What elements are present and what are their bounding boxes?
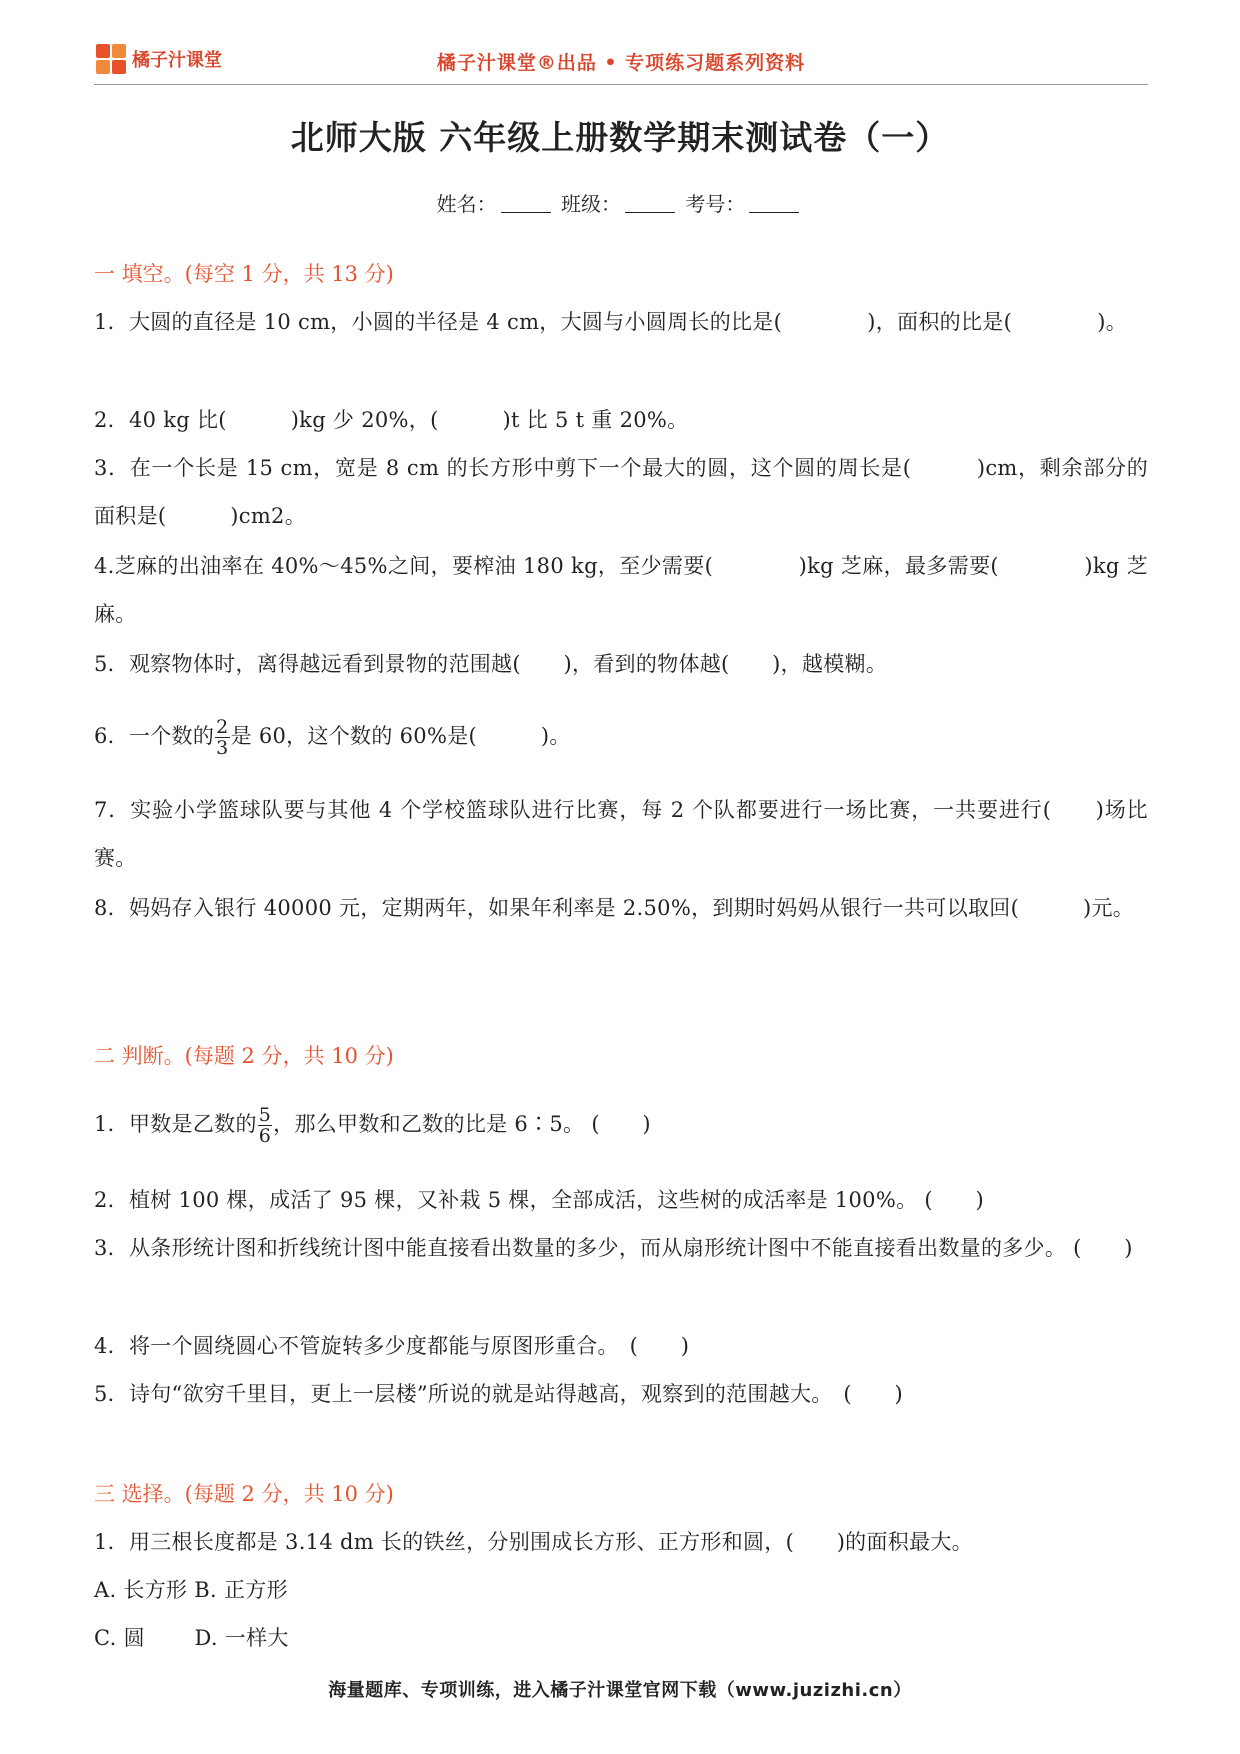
- name-blank: [501, 212, 551, 213]
- judge-question-5: 5．诗句“欲穷千里目，更上一层楼”所说的就是站得越高，观察到的范围越大。 ( ): [94, 1382, 904, 1406]
- fraction: $\frac{2}{3}$: [216, 716, 229, 759]
- id-blank: [749, 212, 799, 213]
- fraction: $\frac{5}{6}$: [258, 1104, 272, 1147]
- section-title: 二 判断。(每题 2 分，共 10 分): [94, 1044, 394, 1068]
- class-label: 班级：: [561, 192, 621, 216]
- fill-question-4: 4.芝麻的出油率在 40%～45%之间，要榨油 180 kg，至少需要( )kg 芝麻，最多需要( )kg 芝麻。: [94, 554, 1148, 626]
- judge-question-3: 3．从条形统计图和折线统计图中能直接看出数量的多少，而从扇形统计图中不能直接看出数量的多少。 ( ): [94, 1236, 1133, 1260]
- fill-question-3: 3．在一个长是 15 cm，宽是 8 cm 的长方形中剪下一个最大的圆，这个圆的周长是( )cm，剩余部分的面积是( )cm2。: [94, 456, 1148, 528]
- fill-question-5: 5．观察物体时，离得越远看到景物的范围越( )，看到的物体越( )，越模糊。: [94, 652, 888, 676]
- section-choice: [94, 1478, 1148, 1508]
- section-title: 三 选择。(每题 2 分，共 10 分): [94, 1482, 394, 1506]
- logo-text: 橘子汁课堂: [132, 50, 222, 71]
- fill-question-8: 8．妈妈存入银行 40000 元，定期两年，如果年利率是 2.50%，到期时妈妈从银行一共可以取回( )元。: [94, 896, 1135, 920]
- page-header: [94, 40, 1148, 85]
- fill-question-6: 6．一个数的 $\frac{2}{3}$ 是 60，这个数的 60%是( )。: [94, 716, 571, 759]
- section-fill-in: [94, 258, 1148, 288]
- page-title: 北师大版 六年级上册数学期末测试卷（一）: [290, 118, 950, 157]
- name-label: 姓名：: [436, 192, 497, 216]
- student-info: [0, 188, 1240, 217]
- judge-question-2: 2．植树 100 棵，成活了 95 棵，又补栽 5 棵，全部成活，这些树的成活率是 100%。 ( ): [94, 1188, 984, 1212]
- section-title: 一 填空。(每空 1 分，共 13 分): [94, 262, 394, 286]
- choice-options-ab: A. 长方形 B. 正方形: [94, 1578, 288, 1602]
- page-footer: 海量题库、专项训练，进入橘子汁课堂官网下载（www.juzizhi.cn）: [328, 1680, 912, 1701]
- judge-question-1: 1．甲数是乙数的 $\frac{5}{6}$ ，那么甲数和乙数的比是 6∶5。 ( ): [94, 1104, 651, 1147]
- header-tagline: 橘子汁课堂®出品 • 专项练习题系列资料: [436, 52, 806, 74]
- fill-question-7: 7．实验小学篮球队要与其他 4 个学校篮球队进行比赛，每 2 个队都要进行一场比赛，一共要进行( )场比赛。: [94, 798, 1148, 870]
- judge-question-4: 4．将一个圆绕圆心不管旋转多少度都能与原图形重合。 ( ): [94, 1334, 690, 1358]
- id-label: 考号：: [685, 192, 746, 216]
- choice-options-cd: C. 圆 D. 一样大: [94, 1626, 289, 1650]
- fill-question-2: 2．40 kg 比( )kg 少 20%，( )t 比 5 t 重 20%。: [94, 408, 689, 432]
- choice-question-1: 1．用三根长度都是 3.14 dm 长的铁丝，分别围成长方形、正方形和圆，( )的面积最大。 A. 长方形 B. 正方形 C. 圆 D. 一样大: [94, 1518, 1148, 1662]
- section-judge: [94, 1040, 1148, 1070]
- class-blank: [625, 212, 675, 213]
- fill-question-1: 1．大圆的直径是 10 cm，小圆的半径是 4 cm，大圆与小圆周长的比是( )，面积的比是( )。: [94, 310, 1128, 334]
